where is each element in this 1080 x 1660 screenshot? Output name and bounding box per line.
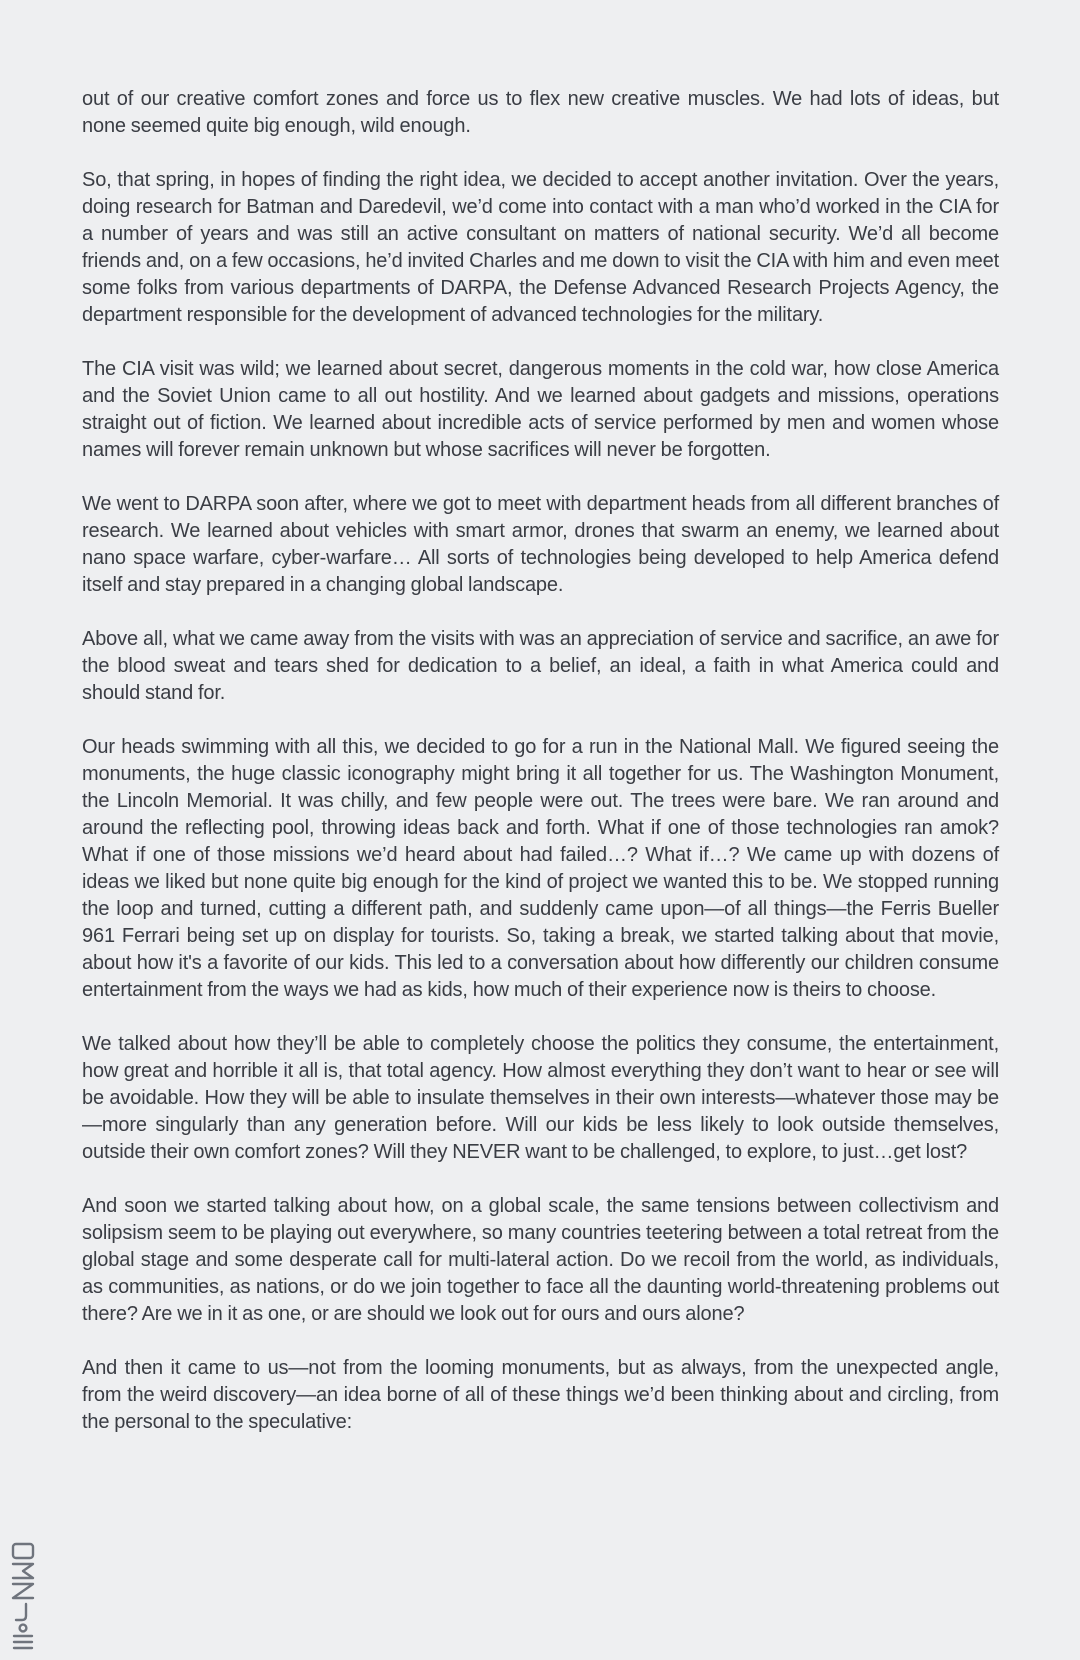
paragraph-9: And then it came to us—not from the looming monuments, but as always, from the unexpected angle, from the weird discovery—an idea borne of all of these things we’d been thinking about and circling, from the personal to the speculative: xyxy=(82,1357,999,1433)
paragraph-7: We talked about how they’ll be able to completely choose the politics they consume, the entertainment, how great and horrible it all is, that total agency. How almost everything they don’t want to hear or see will be avoidable. How they will be able to insulate themselves in their own interests—whatever those may be—more singularly than any generation before. Will our kids be less likely to look outside themselves, outside their own comfort zones? Will they NEVER want to be challenged, to explore, to just…get lost? xyxy=(82,1033,999,1163)
paragraph-4: We went to DARPA soon after, where we got to meet with department heads from all different branches of research. We learned about vehicles with smart armor, drones that swarm an enemy, we learned about nano space warfare, cyber-warfare… All sorts of technologies being developed to help America defend itself and stay prepared in a changing global landscape. xyxy=(82,493,999,596)
paragraph-1: out of our creative comfort zones and force us to flex new creative muscles. We had lots of ideas, but none seemed quite big enough, wild enough. xyxy=(82,88,999,137)
document-body xyxy=(82,86,999,1463)
paragraph-2: So, that spring, in hopes of finding the right idea, we decided to accept another invitation. Over the years, doing research for Batman and Daredevil, we’d come into contact with a man who’d worked in the CIA for a number of years and was still an active consultant on matters of national security. We’d all become friends and, on a few occasions, he’d invited Charles and me down to visit the CIA with him and even meet some folks from various departments of DARPA, the Defense Advanced Research Projects Agency, the department responsible for the development of advanced technologies for the military. xyxy=(82,169,999,326)
paragraph-6: Our heads swimming with all this, we decided to go for a run in the National Mall. We figured seeing the monuments, the huge classic iconography might bring it all together for us. The Washington Monument, the Lincoln Memorial. It was chilly, and few people were out. The trees were bare. We ran around and around the reflecting pool, throwing ideas back and forth. What if one of those technologies ran amok? What if one of those missions we’d heard about had failed…? What if…? We came up with dozens of ideas we liked but none quite big enough for the kind of project we wanted this to be. We stopped running the loop and turned, cutting a different path, and suddenly came upon—of all things—the Ferris Bueller 961 Ferrari being set up on display for tourists. So, taking a break, we started talking about that movie, about how it's a favorite of our kids. This led to a conversation about how differently our children consume entertainment from the ways we had as kids, how much of their experience now is theirs to choose. xyxy=(82,736,999,1001)
paragraph-5: Above all, what we came away from the visits with was an appreciation of service and sacrifice, an awe for the blood sweat and tears shed for dedication to a belief, an ideal, a faith in what America could and should stand for. xyxy=(82,628,999,704)
paragraph-8: And soon we started talking about how, on a global scale, the same tensions between collectivism and solipsism seem to be playing out everywhere, so many countries teetering between a total retreat from the global stage and some desperate call for multi-lateral action. Do we recoil from the world, as individuals, as communities, as nations, or do we join together to face all the daunting world-threatening problems out there? Are we in it as one, or are should we look out for ours and ours alone? xyxy=(82,1195,999,1325)
paragraph-3: The CIA visit was wild; we learned about secret, dangerous moments in the cold war, how close America and the Soviet Union came to all out hostility. And we learned about gadgets and missions, operations straight out of fiction. We learned about incredible acts of service performed by men and women whose names will forever remain unknown but whose sacrifices will never be forgotten. xyxy=(82,358,999,461)
watermark-logo-icon xyxy=(8,1538,38,1654)
